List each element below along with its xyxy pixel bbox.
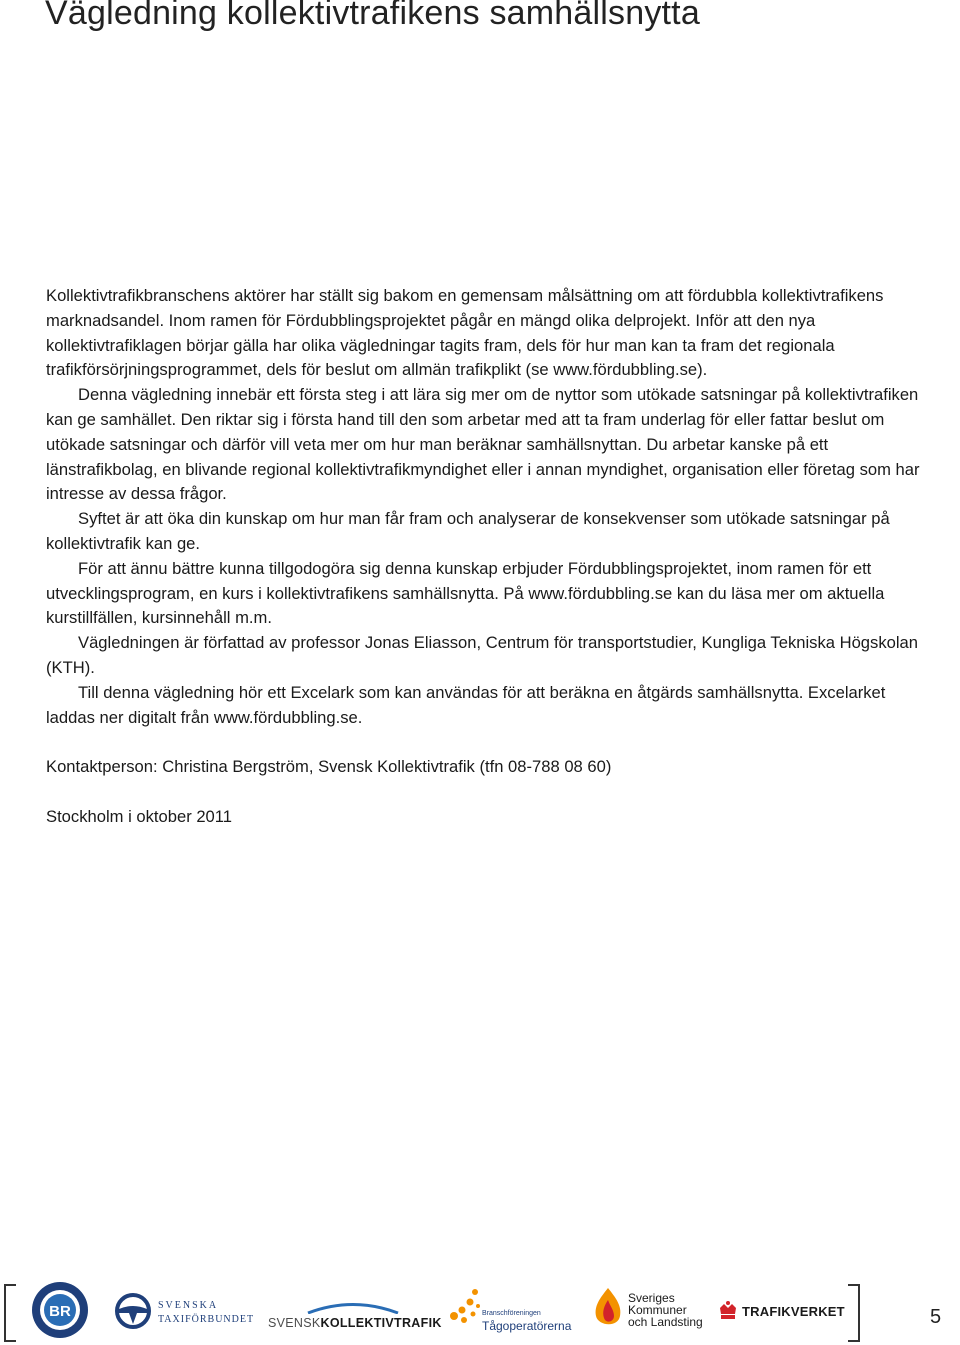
page-title: Vägledning kollektivtrafikens samhällsnytta bbox=[45, 0, 700, 32]
skl-flame-icon bbox=[592, 1286, 624, 1330]
tagoperatorerna-line2: Tågoperatörerna bbox=[482, 1319, 572, 1333]
paragraph-aim: Syftet är att öka din kunskap om hur man får fram och analyserar de konsekvenser som utökade satsningar på kollektivtrafik kan ge. bbox=[46, 509, 890, 553]
kollektivtrafik-suffix: KOLLEKTIVTRAFIK bbox=[320, 1316, 442, 1330]
bussbranschens-logo-text: BR bbox=[49, 1303, 71, 1320]
taxiforbundet-line2: TAXIFÖRBUNDET bbox=[158, 1314, 255, 1325]
trafikverket-logo bbox=[718, 1300, 844, 1326]
contact-person: Kontaktperson: Christina Bergström, Svensk Kollektivtrafik (tfn 08-788 08 60) bbox=[46, 757, 612, 777]
paragraph-author: Vägledningen är författad av professor Jonas Eliasson, Centrum för transportstudier, Kungliga Tekniska Högskolan (KTH). bbox=[46, 633, 918, 677]
tagoperatorerna-logo bbox=[448, 1282, 572, 1338]
footer-logo-bar bbox=[0, 1278, 960, 1342]
taxiforbundet-line1: SVENSKA bbox=[158, 1300, 219, 1311]
skl-line3: och Landsting bbox=[628, 1315, 703, 1329]
kollektivtrafik-prefix: SVENSK bbox=[268, 1316, 321, 1330]
skl-logo bbox=[592, 1284, 702, 1340]
svensk-kollektivtrafik-logo bbox=[268, 1300, 442, 1336]
taxiforbundet-logo bbox=[114, 1292, 254, 1332]
paragraph-excel: Till denna vägledning hör ett Excelark som kan användas för att beräkna en åtgärds samhällsnytta. Excelarket laddas ner digitalt från www.fördubbling.se. bbox=[46, 682, 886, 727]
paragraph-purpose: Denna vägledning innebär ett första steg i att lära sig mer om de nyttor som utökade satsningar på kollektivtrafiken kan ge samhället. Den riktar sig i första hand till den som arbetar med att ta fram underlag för eller fattar beslut om utökade satsningar och därför vill veta mer om hur man beräknar samhällsnyttan. Du arbetar kanske på ett länstrafikbolag, en blivande regional kollektivtrafikmyndighet eller i annan myndighet, organisation eller företag som har intresse av dessa frågor. bbox=[46, 385, 920, 504]
skl-line1: Sveriges bbox=[628, 1291, 675, 1305]
page-number: 5 bbox=[930, 1306, 942, 1328]
paragraph-intro: Kollektivtrafikbranschens aktörer har ställt sig bakom en gemensam målsättning om att fördubbla kollektivtrafikens marknadsandel. Inom ramen för Fördubblingsprojektet pågår en mängd olika delprojekt. Inför att den nya kollektivtrafiklagen börjar gälla har olika vägledningar tagits fram, dels för hur man kan ta fram det regionala trafikförsörjningsprogrammet, dels för beslut om allmän trafikplikt (se www.fördubbling.se). bbox=[46, 286, 884, 380]
left-bracket-divider bbox=[4, 1284, 16, 1342]
bussbranschens-logo bbox=[30, 1280, 90, 1340]
tagoperatorerna-line1: Branschföreningen bbox=[482, 1310, 541, 1317]
trafikverket-label: TRAFIKVERKET bbox=[742, 1304, 845, 1319]
steering-wheel-icon bbox=[114, 1292, 152, 1330]
place-date: Stockholm i oktober 2011 bbox=[46, 806, 233, 826]
trafikverket-crown-icon bbox=[718, 1300, 738, 1324]
skl-line2: Kommuner bbox=[628, 1303, 687, 1317]
body-text bbox=[46, 284, 926, 830]
tagoperatorerna-dots-icon bbox=[448, 1284, 480, 1324]
paragraph-course: För att ännu bättre kunna tillgodogöra sig denna kunskap erbjuder Fördubblingsprojektet, inom ramen för ett utvecklingsprogram, en kurs i kollektivtrafikens samhällsnytta. På www.fördubbling.se kan du läsa mer om aktuella kurstillfällen, kursinnehåll m.m. bbox=[46, 558, 885, 628]
kollektivtrafik-arc-icon bbox=[268, 1300, 438, 1314]
right-bracket-divider bbox=[848, 1284, 860, 1342]
